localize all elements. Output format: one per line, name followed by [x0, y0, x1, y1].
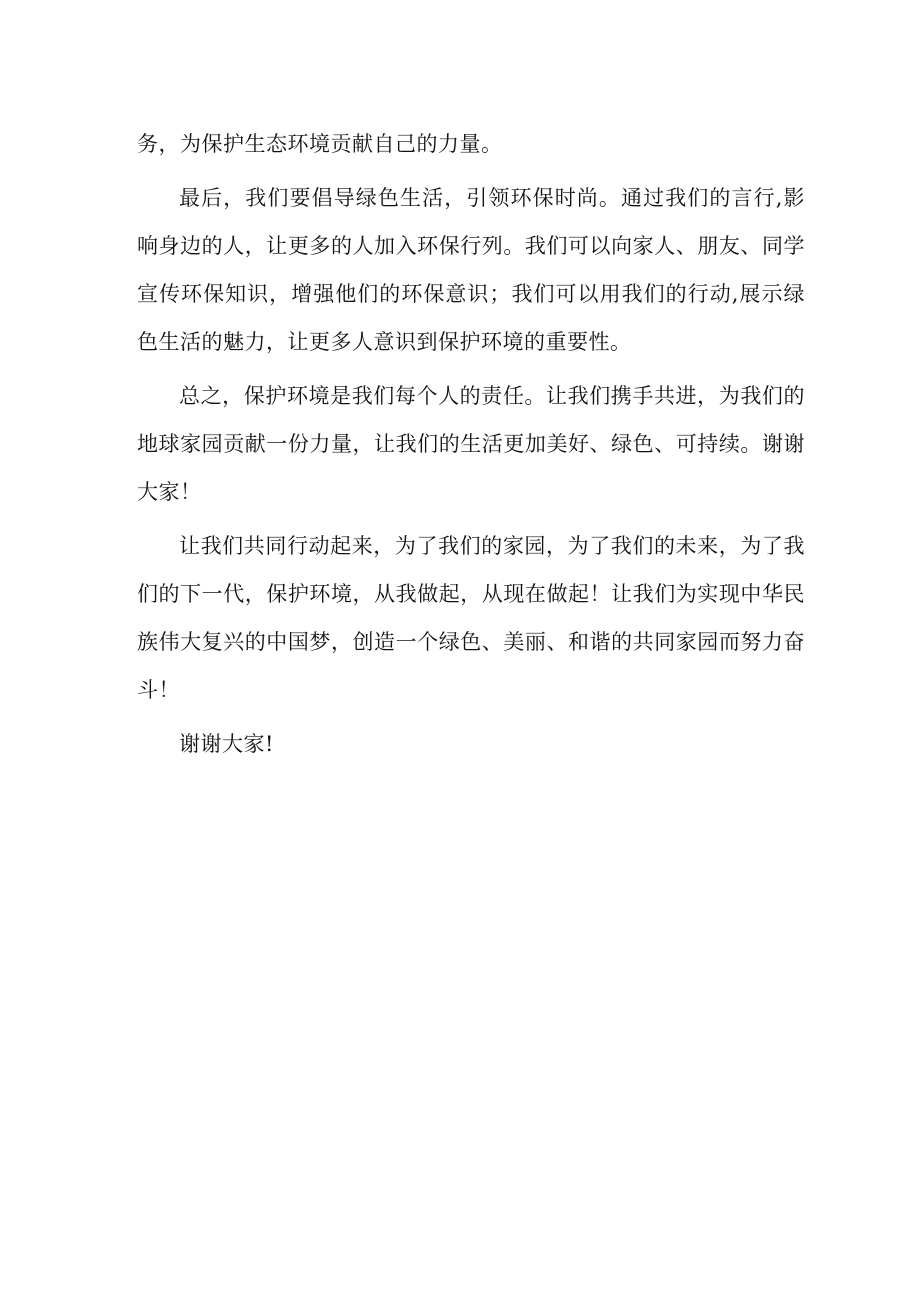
document-body — [137, 120, 805, 768]
paragraph-green-living: 最后，我们要倡导绿色生活，引领环保时尚。通过我们的言行,影响身边的人，让更多的人加入环保行列。我们可以向家人、朋友、同学宣传环保知识，增强他们的环保意识；我们可以用我们的行动,展示绿色生活的魅力，让更多人意识到保护环境的重要性。 — [137, 186, 805, 354]
paragraph-call-to-action: 让我们共同行动起来，为了我们的家园，为了我们的未来，为了我们的下一代，保护环境，从我做起，从现在做起！让我们为实现中华民族伟大复兴的中国梦，创造一个绿色、美丽、和谐的共同家园而努力奋斗！ — [137, 534, 805, 702]
paragraph-continuation: 务，为保护生态环境贡献自己的力量。 — [137, 132, 503, 156]
paragraph-conclusion: 总之，保护环境是我们每个人的责任。让我们携手共进，为我们的地球家园贡献一份力量，让我们的生活更加美好、绿色、可持续。谢谢大家！ — [137, 384, 805, 504]
paragraph-thanks: 谢谢大家! — [179, 732, 274, 756]
